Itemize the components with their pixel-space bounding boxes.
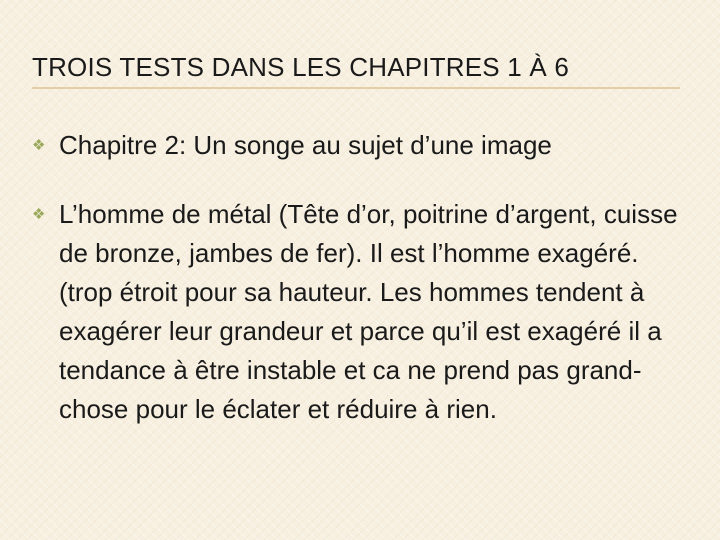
bullet-text: Chapitre 2: Un songe au sujet d’une image bbox=[59, 130, 552, 160]
diamond-checkered-bullet-icon: ❖ bbox=[32, 206, 46, 223]
bullet-list bbox=[32, 126, 682, 459]
diamond-checkered-bullet-icon: ❖ bbox=[32, 137, 46, 154]
bullet-item bbox=[32, 126, 682, 165]
title-divider bbox=[32, 87, 680, 89]
slide-title: TROIS TESTS DANS LES CHAPITRES 1 À 6 bbox=[32, 52, 569, 82]
bullet-text: L’homme de métal (Tête d’or, poitrine d’argent, cuisse de bronze, jambes de fer). Il est l’homme exagéré. (trop étroit pour sa hauteur. Les hommes tendent à exagérer leur grandeur et parce qu’il est exagéré il a tendance à être instable et ca ne prend pas grand-chose pour le éclater et réduire à rien. bbox=[59, 199, 678, 424]
bullet-item bbox=[32, 195, 682, 429]
